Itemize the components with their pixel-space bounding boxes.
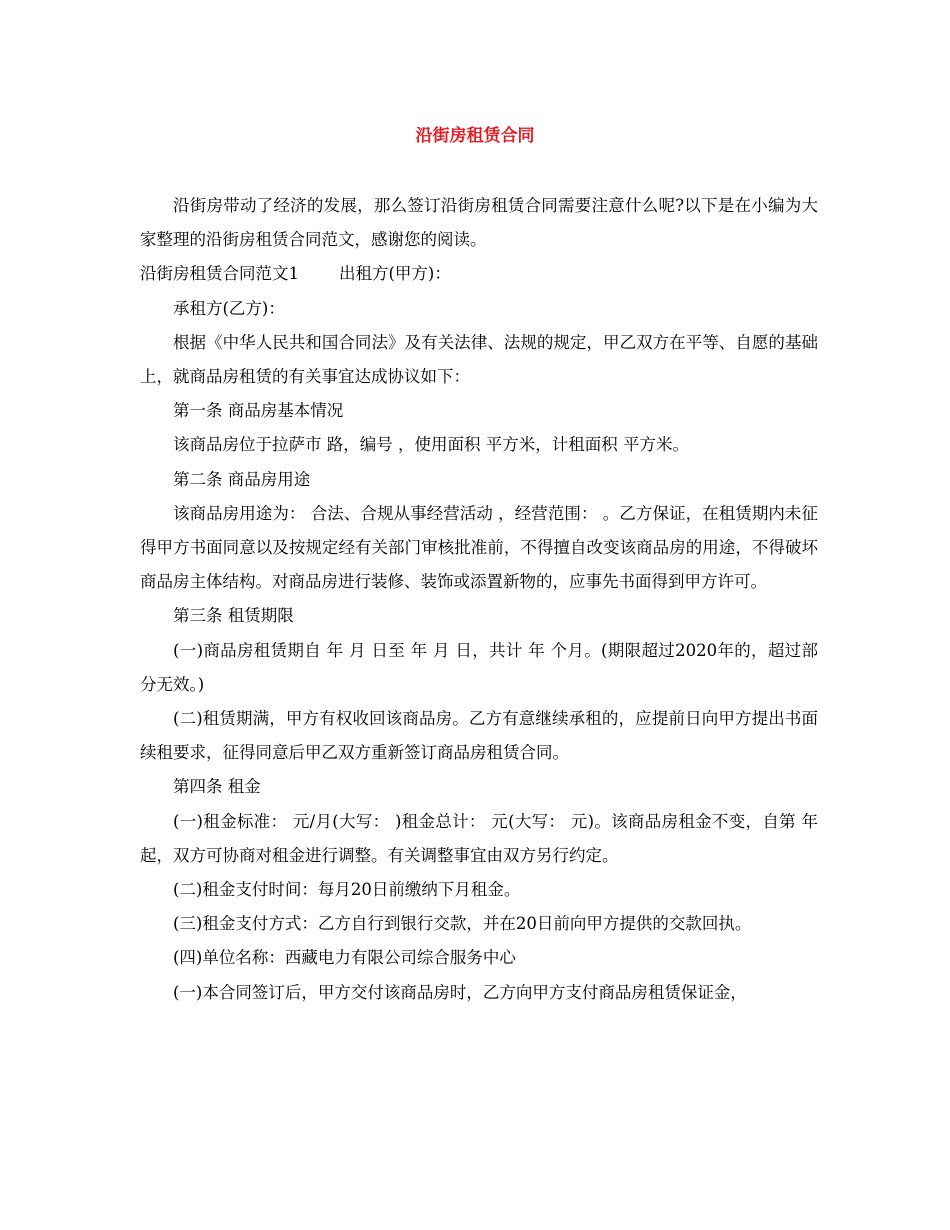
sample-heading-line — [140, 257, 818, 291]
article-2-text: 该商品房用途为： 合法、合规从事经营活动 ，经营范围： 。乙方保证，在租赁期内未征得甲方书面同意以及按规定经有关部门审核批准前，不得擅自改变该商品房的用途，不得破坏商品房主体结构。对商品房进行装修、装饰或添置新物的，应事先书面得到甲方许可。 — [140, 503, 818, 592]
article-4-clause-4: (四)单位名称：西藏电力有限公司综合服务中心 — [173, 948, 516, 968]
article-3-clause-2: (二)租赁期满，甲方有权收回该商品房。乙方有意继续承租的，应提前日向甲方提出书面续租要求，征得同意后甲乙双方重新签订商品房租赁合同。 — [140, 709, 818, 763]
article-4-clause-1: (一)租金标准： 元/月(大写： )租金总计： 元(大写： 元)。该商品房租金不变，自第 年起，双方可协商对租金进行调整。有关调整事宜由双方另行约定。 — [140, 811, 818, 865]
article-4-heading: 第四条 租金 — [173, 777, 261, 797]
article-1-text: 该商品房位于拉萨市 路，编号 ，使用面积 平方米，计租面积 平方米。 — [173, 435, 689, 455]
article-4-clause-3: (三)租金支付方式：乙方自行到银行交款，并在20日前向甲方提供的交款回执。 — [173, 914, 752, 934]
article-1-heading: 第一条 商品房基本情况 — [173, 401, 344, 421]
article-3-heading: 第三条 租赁期限 — [173, 606, 294, 626]
article-3-clause-1: (一)商品房租赁期自 年 月 日至 年 月 日，共计 年 个月。(期限超过2020年的，超过部分无效。) — [140, 640, 818, 694]
document-title: 沿街房租赁合同 — [415, 126, 535, 146]
deposit-clause: (一)本合同签订后，甲方交付该商品房时，乙方向甲方支付商品房租赁保证金， — [173, 982, 747, 1002]
intro-paragraph: 沿街房带动了经济的发展，那么签订沿街房租赁合同需要注意什么呢?以下是在小编为大家整理的沿街房租赁合同范文，感谢您的阅读。 — [140, 196, 818, 250]
article-2-heading: 第二条 商品房用途 — [173, 469, 311, 489]
lessee-label: 承租方(乙方)： — [173, 298, 285, 318]
sample-heading: 沿街房租赁合同范文1 — [140, 264, 299, 284]
legal-basis-paragraph: 根据《中华人民共和国合同法》及有关法律、法规的规定，甲乙双方在平等、自愿的基础上，就商品房租赁的有关事宜达成协议如下： — [140, 332, 818, 387]
article-4-clause-2: (二)租金支付时间：每月20日前缴纳下月租金。 — [173, 880, 521, 900]
lessor-label: 出租方(甲方)： — [339, 264, 451, 284]
document-body — [140, 189, 818, 1010]
